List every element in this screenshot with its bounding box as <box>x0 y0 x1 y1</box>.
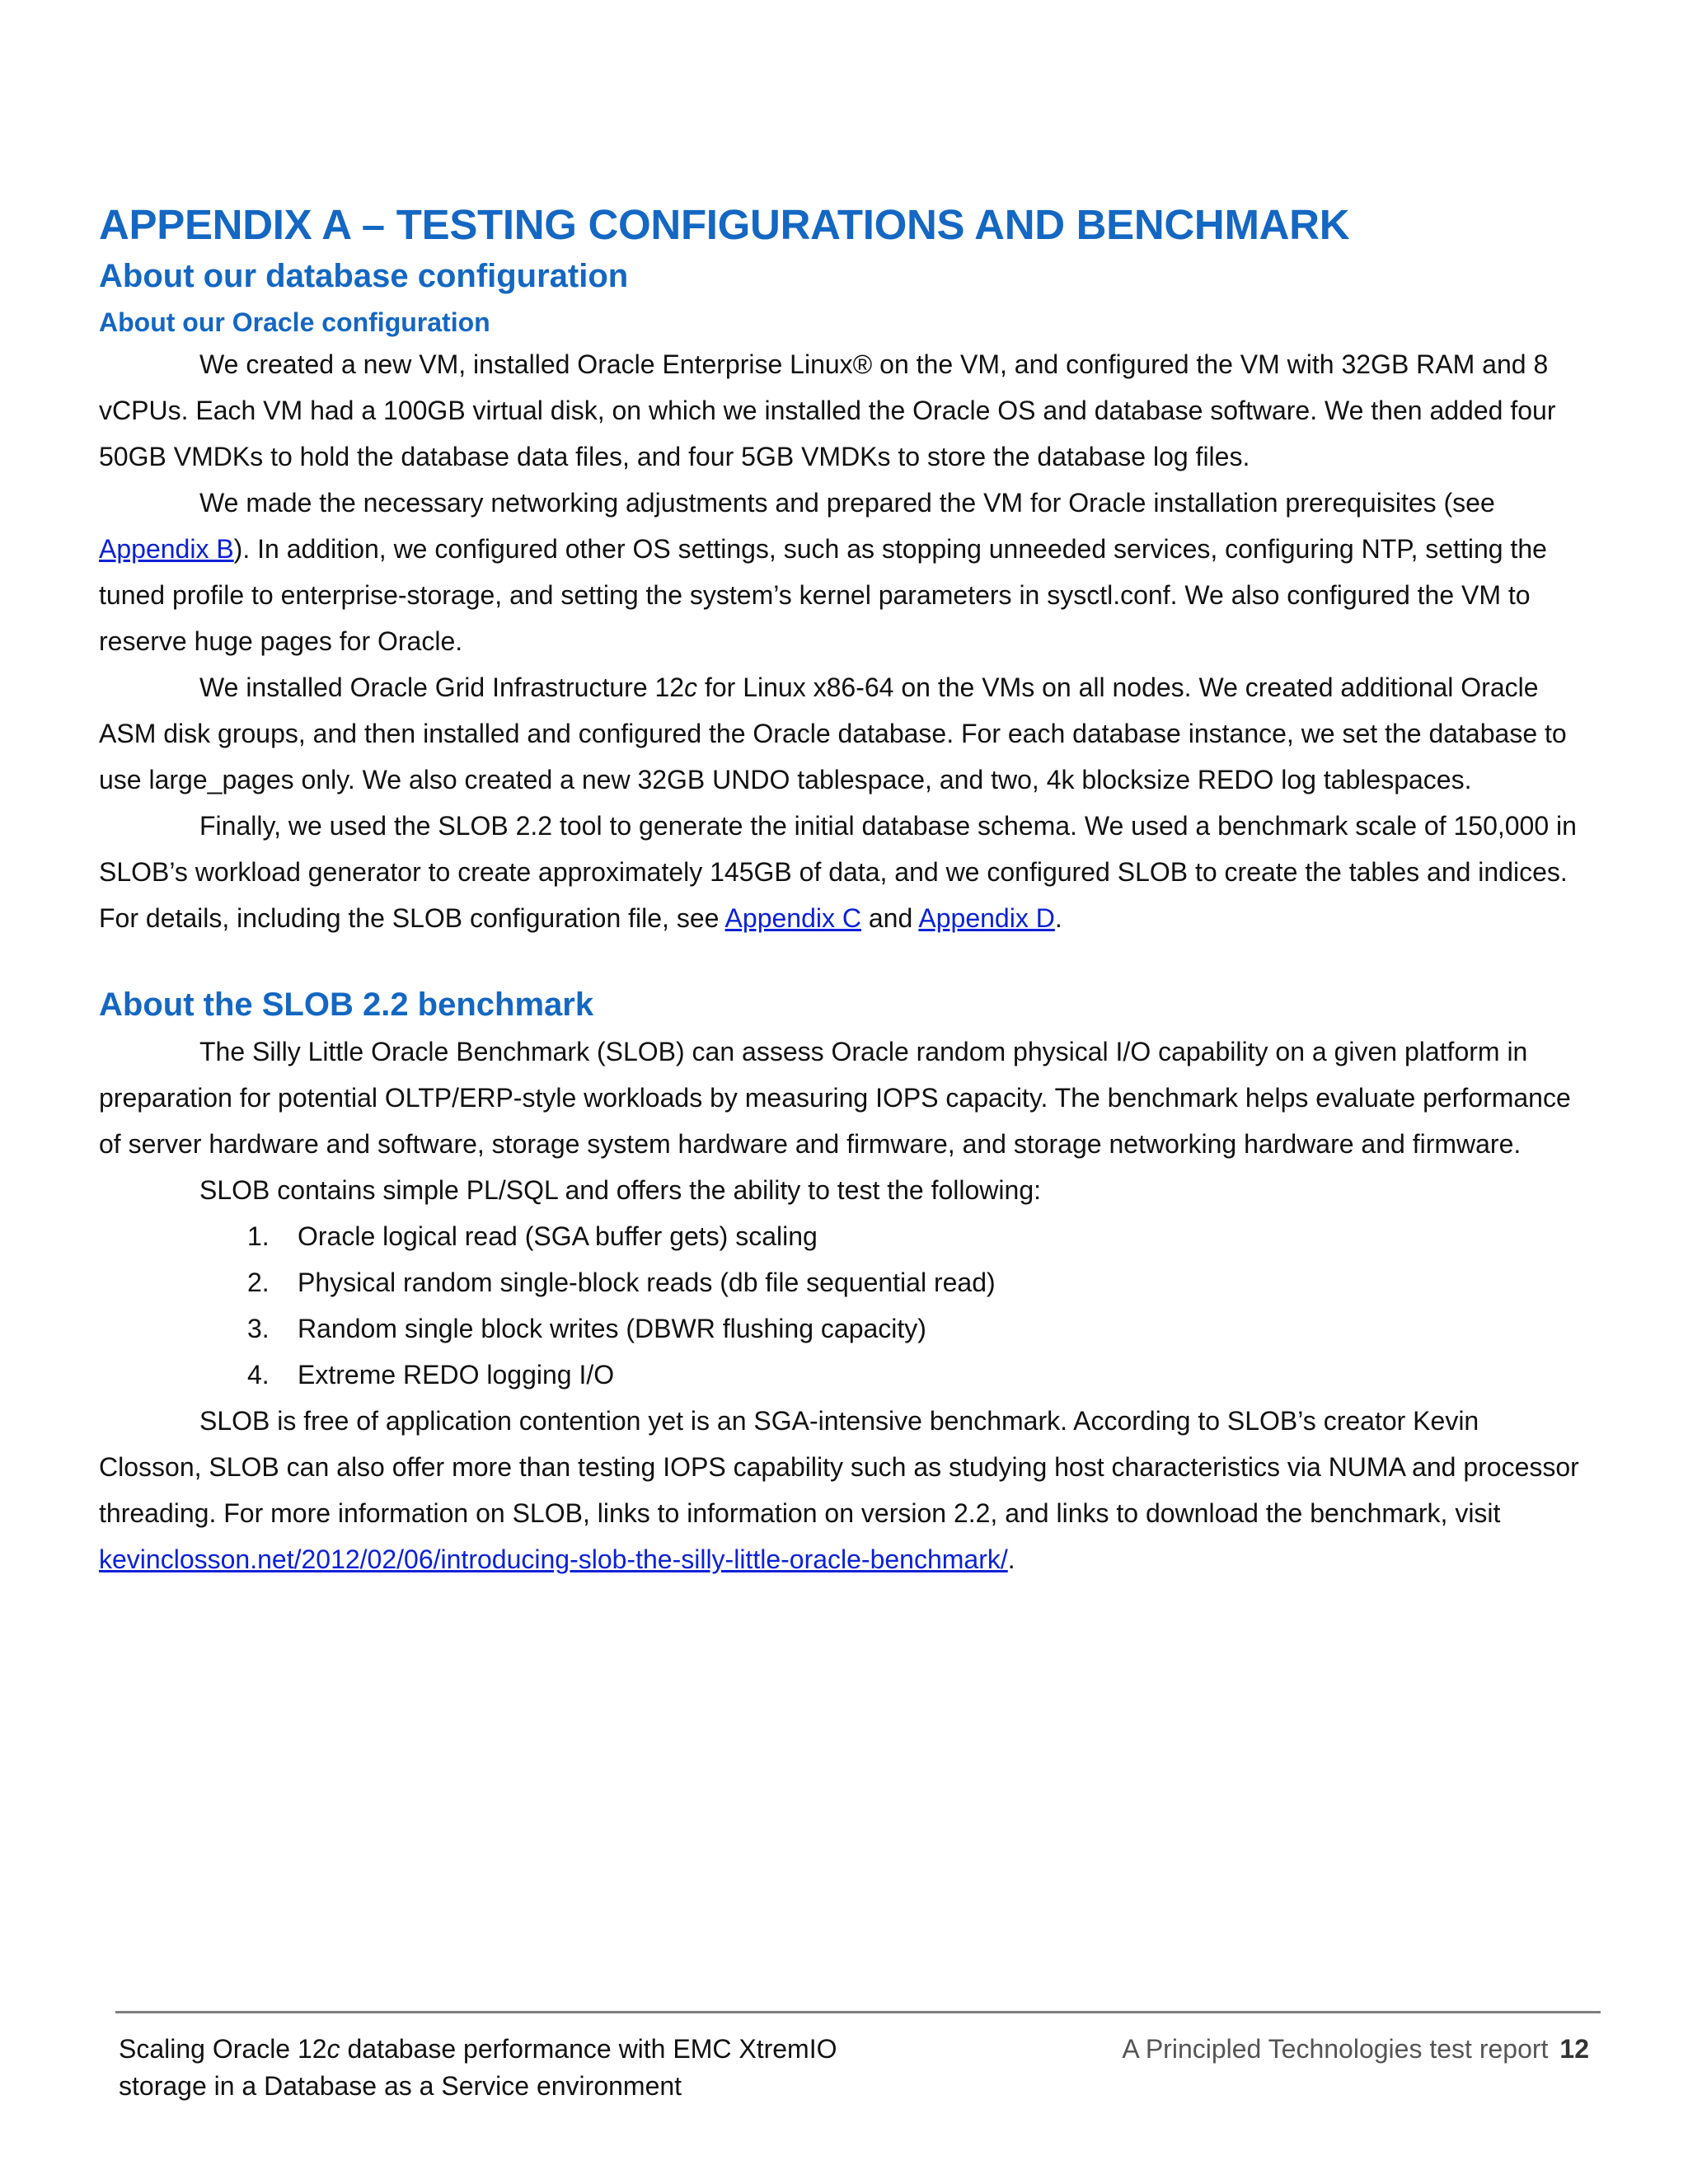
footer-publisher <box>1122 2031 1589 2068</box>
oracle-config-paragraph-4 <box>99 803 1582 941</box>
list-item <box>99 1352 1582 1398</box>
oracle-config-paragraph-1: We created a new VM, installed Oracle Enterprise Linux® on the VM, and configured the VM with 32GB RAM and 8 vCPUs. Each VM had a 100GB virtual disk, on which we installed the Oracle OS and database software. We then added four 50GB VMDKs to hold the database data files, and four 5GB VMDKs to store the database log files. <box>99 349 1556 471</box>
paragraph-text: for Linux x86-64 on the VMs on all nodes. We created additional Oracle ASM disk groups, and then installed and configured the Oracle database. For each database instance, we set the database to use large_pages only. We also created a new 32GB UNDO tablespace, and two, 4k blocksize REDO log tablespaces. <box>99 673 1567 794</box>
appendix-c-link[interactable]: Appendix C <box>724 903 861 933</box>
oracle-config-paragraph-3 <box>99 664 1582 803</box>
list-item <box>99 1213 1582 1259</box>
slob-paragraph-2: SLOB contains simple PL/SQL and offers the ability to test the following: <box>199 1175 1041 1205</box>
footer-divider <box>115 2011 1601 2013</box>
list-item <box>99 1305 1582 1352</box>
slob-paragraph-1: The Silly Little Oracle Benchmark (SLOB) can assess Oracle random physical I/O capability on a given platform in preparation for potential OLTP/ERP-style workloads by measuring IOPS capacity. The benchmark helps evaluate performance of server hardware and software, storage system hardware and firmware, and storage networking hardware and firmware. <box>99 1037 1571 1159</box>
footer-title-line-2: storage in a Database as a Service environment <box>119 2071 682 2101</box>
footer-text: database performance with EMC XtremIO <box>340 2034 837 2064</box>
paragraph-text: and <box>860 903 919 933</box>
oracle-config-paragraph-2 <box>99 480 1582 664</box>
footer-text: Scaling Oracle 12 <box>119 2034 327 2064</box>
oracle-config-subheading: About our Oracle configuration <box>99 307 490 337</box>
list-item-number: 4. <box>247 1360 270 1390</box>
list-item-number: 3. <box>247 1314 270 1343</box>
page-number: 12 <box>1559 2034 1589 2064</box>
paragraph-text: Finally, we used the SLOB 2.2 tool to generate the initial database schema. We used a benchmark scale of 150,000 in SLOB’s workload generator to create approximately 145GB of data, and we configured SLOB to create the tables and indices. For details, including the SLOB configuration file, see <box>99 811 1577 933</box>
footer-report-title <box>119 2031 943 2105</box>
list-item-text: Oracle logical read (SGA buffer gets) scaling <box>298 1221 818 1251</box>
page-content <box>99 198 1582 1582</box>
slob-benchmark-heading: About the SLOB 2.2 benchmark <box>99 987 594 1023</box>
database-config-heading: About our database configuration <box>99 258 629 294</box>
paragraph-text: We installed Oracle Grid Infrastructure 12 <box>199 673 685 702</box>
footer-title-line-1 <box>119 2031 943 2068</box>
appendix-d-link[interactable]: Appendix D <box>918 903 1055 933</box>
paragraph-text: . <box>1054 903 1062 933</box>
paragraph-text: ). In addition, we configured other OS settings, such as stopping unneeded services, configuring NTP, setting the tuned profile to enterprise-storage, and setting the system’s kernel parameters in sysctl.conf. We also configured the VM to reserve huge pages for Oracle. <box>99 534 1547 656</box>
paragraph-text: . <box>1007 1544 1015 1574</box>
list-item-number: 1. <box>247 1221 270 1251</box>
list-item <box>99 1259 1582 1305</box>
slob-test-list <box>99 1213 1582 1398</box>
appendix-b-link[interactable]: Appendix B <box>99 534 234 564</box>
list-item-text: Physical random single-block reads (db file sequential read) <box>298 1268 996 1297</box>
paragraph-text: We made the necessary networking adjustments and prepared the VM for Oracle installation prerequisites (see <box>199 488 1495 518</box>
list-item-number: 2. <box>247 1268 270 1297</box>
slob-benchmark-link[interactable]: kevinclosson.net/2012/02/06/introducing-slob-the-silly-little-oracle-benchmark/ <box>99 1544 1008 1574</box>
slob-paragraph-3 <box>99 1398 1582 1582</box>
appendix-heading: APPENDIX A – TESTING CONFIGURATIONS AND BENCHMARK <box>99 201 1350 248</box>
list-item-text: Random single block writes (DBWR flushing capacity) <box>298 1314 926 1343</box>
italic-text: c <box>684 673 698 702</box>
list-item-text: Extreme REDO logging I/O <box>298 1360 615 1390</box>
italic-text: c <box>326 2034 340 2064</box>
footer-publisher-text: A Principled Technologies test report <box>1122 2034 1549 2064</box>
paragraph-text: SLOB is free of application contention yet is an SGA-intensive benchmark. According to SLOB’s creator Kevin Closson, SLOB can also offer more than testing IOPS capability such as studying host characteristics via NUMA and processor threading. For more information on SLOB, links to information on version 2.2, and links to download the benchmark, visit <box>99 1406 1579 1528</box>
